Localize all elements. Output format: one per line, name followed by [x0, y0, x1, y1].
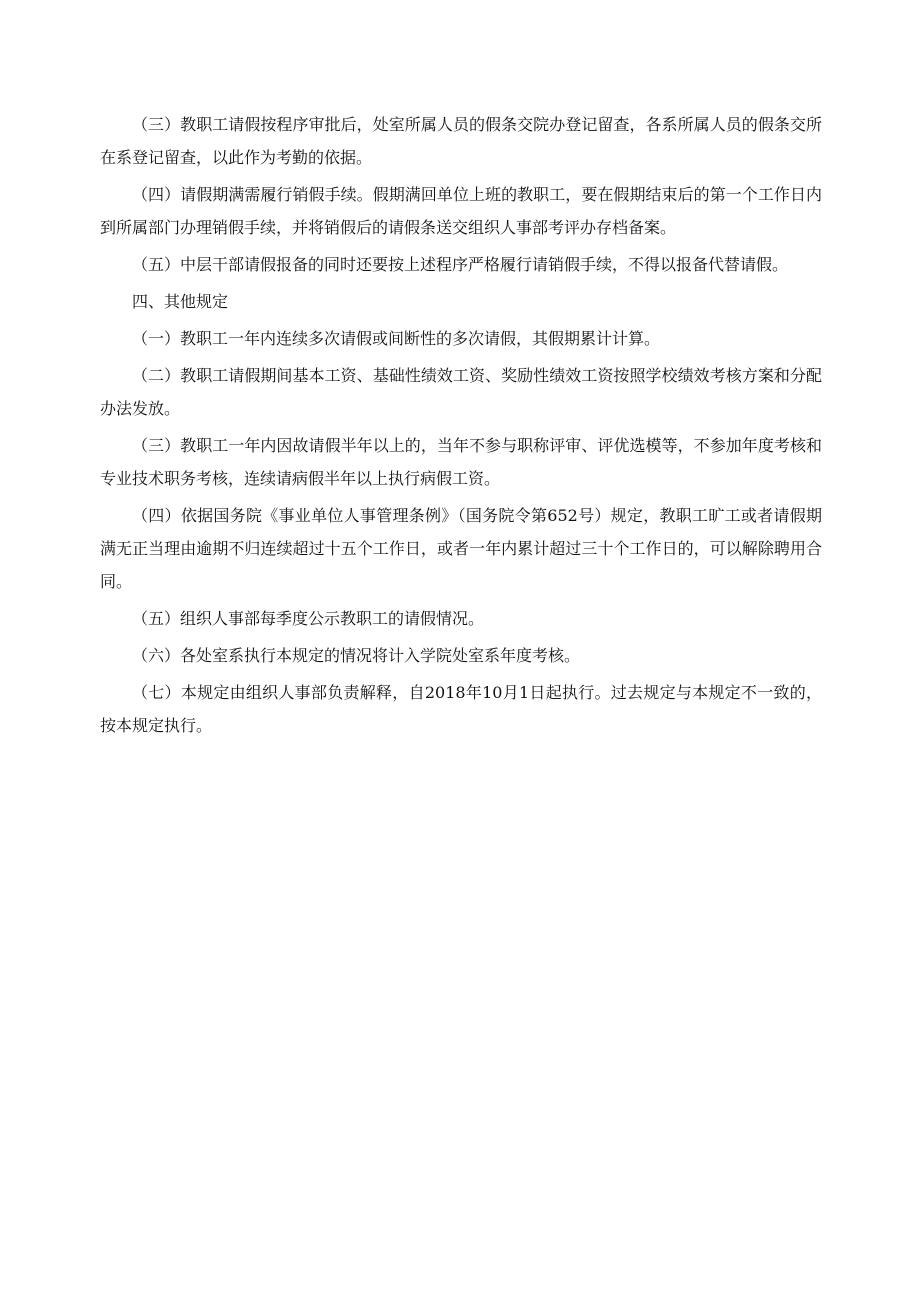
- document-body: [100, 108, 822, 746]
- rule-6-assessment: （六）各处室系执行本规定的情况将计入学院处室系年度考核。: [132, 646, 581, 665]
- rule-2-salary: （二）教职工请假期间基本工资、基础性绩效工资、奖励性绩效工资按照学校绩效考核方案和分配办法发放。: [100, 366, 822, 418]
- rule-3-long-leave: （三）教职工一年内因故请假半年以上的，当年不参与职称评审、评优选模等，不参加年度考核和专业技术职务考核，连续请病假半年以上执行病假工资。: [100, 436, 822, 488]
- rule-5-announcement: （五）组织人事部每季度公示教职工的请假情况。: [132, 609, 485, 628]
- rule-4-regulation: （四）依据国务院《事业单位人事管理条例》（国务院令第652号）规定，教职工旷工或者请假期满无正当理由逾期不归连续超过十五个工作日，或者一年内累计超过三十个工作日的，可以解除聘用合同。: [100, 506, 822, 591]
- paragraph-3-submission: （三）教职工请假按程序审批后，处室所属人员的假条交院办登记留查，各系所属人员的假条交所在系登记留查，以此作为考勤的依据。: [100, 115, 822, 167]
- paragraph-4-cancel-leave: （四）请假期满需履行销假手续。假期满回单位上班的教职工，要在假期结束后的第一个工作日内到所属部门办理销假手续，并将销假后的请假条送交组织人事部考评办存档备案。: [100, 185, 822, 237]
- rule-1-cumulative-leave: （一）教职工一年内连续多次请假或间断性的多次请假，其假期累计计算。: [132, 329, 661, 348]
- paragraph-5-middle-managers: （五）中层干部请假报备的同时还要按上述程序严格履行请销假手续，不得以报备代替请假。: [132, 255, 789, 274]
- section-heading-other-rules: 四、其他规定: [132, 292, 229, 311]
- rule-7-effective-date: （七）本规定由组织人事部负责解释，自2018年10月1日起执行。过去规定与本规定不一致的，按本规定执行。: [100, 683, 822, 735]
